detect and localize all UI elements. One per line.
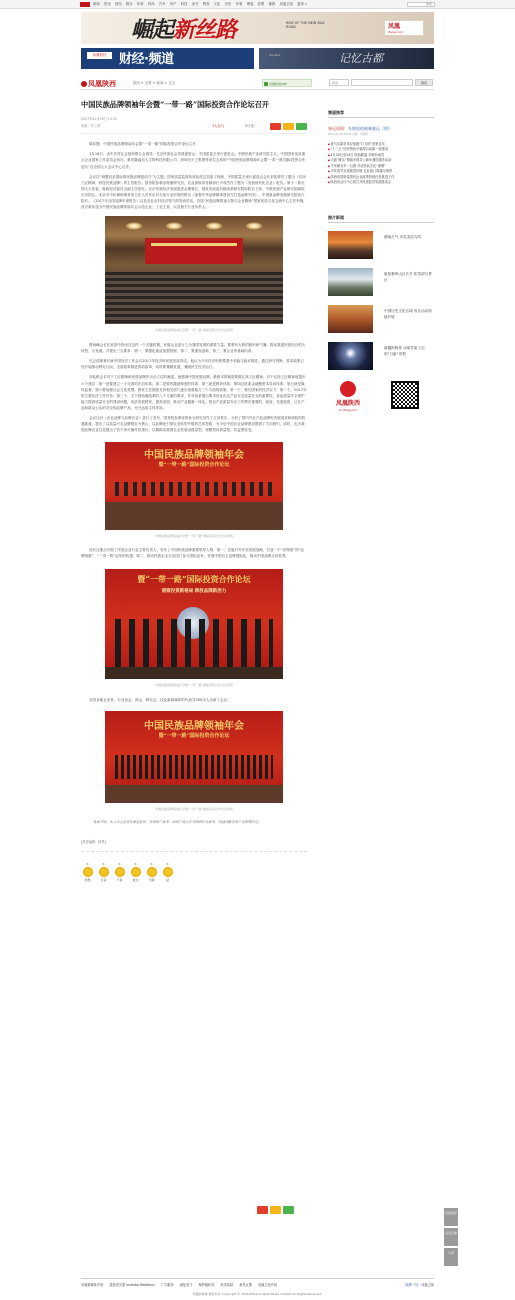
share-buttons-bottom bbox=[257, 1206, 294, 1214]
nav-news[interactable]: 新闻 bbox=[93, 1, 100, 6]
sidebar-brand-block bbox=[328, 379, 434, 419]
sidebar-link[interactable]: ■ 天涯“雁头”渭南市领导上新年餐饮服务活动 bbox=[328, 158, 434, 163]
channel-header bbox=[81, 78, 434, 90]
paragraph-6: 会议还对《农业品牌与品牌农业》进行了发布，国务院参事室的孙石研究员作了主旨报告，分析了国内外农产品品牌的发展现状和面临的机遇挑战，提出了以质量兴农品牌强农为核心，以品牌化引领农业转型升级的总体思路，为今后中国农业品牌建设提供了方向指引，同时，也为我国品牌农业打造提出了若干条可操作性建议，以期推动我国农业发展由数量型、规模型向质量型、效益型转变。 bbox=[81, 416, 306, 433]
qr-code-icon bbox=[391, 381, 419, 409]
photo-caption-4: 中国民族品牌领袖年会暨“一带一路”国际投资合作论坛现场 bbox=[154, 806, 234, 811]
disclaimer: 免责声明：本文为企业宣传商业资讯，仅供用户参考，如用户将之作为消费行为参考，凤凰网敬告用户需审慎决定。 bbox=[93, 820, 262, 825]
search-input[interactable] bbox=[351, 79, 413, 86]
feedback-button[interactable]: 意见反馈 bbox=[444, 1228, 458, 1246]
mood-voting bbox=[81, 862, 307, 883]
pic-news-item[interactable] bbox=[328, 342, 434, 370]
share-weibo-icon[interactable] bbox=[270, 123, 281, 130]
mood-cute-icon bbox=[99, 867, 109, 877]
sidebar bbox=[328, 110, 434, 419]
article-date: 2017年01月19日 13:35 bbox=[81, 117, 117, 122]
footer bbox=[81, 1278, 434, 1296]
ancient-capital-banner[interactable] bbox=[259, 48, 434, 69]
footer-link[interactable]: 免责条款 bbox=[220, 1283, 234, 1287]
sidebar-featured-link[interactable]: 奉运原情：车窗里的陕味春运（图） bbox=[328, 126, 392, 131]
photo3-floor bbox=[105, 667, 283, 679]
footer-right-links: 陕网一处 · 凤凰卫视 bbox=[405, 1283, 434, 1287]
paragraph-5: 刘兆彬会长对于工匠精神和民族品牌作出全方位的阐述。他强调中国民族品牌，最根本的就是要做弘扬工匠精神。对于弘扬工匠精神他提出六个建议：第一是要建立一个完善的法治体系；第二是要有激励制度的体系；第三就是教育体系；第四过度重金融聚资本导向体系；第五就是媒体监督，第六要加强社会文化氛围。国家主任鼓励支持相关部门逐步加强地方三个方面的政策。第一个，我们国家的经济实力；第二个，2017年的主要经济工作任务；第三个，关于供给侧改革的八个方面的要求，并对改革提出要求优化出农产品安全质量安全的重要性。食品质量安全保护能力提高质量安全的建设问题，优质发展国家，提高发展、推动产业健康一体化，把农产品质量安全工作摆在重要的，政府，先进政府，让在产品和群众公认的安全和品牌产品，充分运用主体作用。 bbox=[81, 375, 307, 411]
article-source[interactable]: 来源：华工网 bbox=[81, 124, 101, 129]
paragraph-4: 孔泾清理事长就中国经济工作会议2017年经济和民族发展讲话。他认为今年经济形势要着中求稳与稳妥推进，通过研究判断，需求政策已经开始推动利好区间，全面改革推进供给改革，同时要兼顾发展，兼顾民生经济运行。 bbox=[81, 359, 305, 370]
nav-buddhism[interactable]: 佛教 bbox=[268, 1, 276, 6]
mood-upset[interactable]: 0 不爽 bbox=[116, 862, 123, 883]
back-to-top-button[interactable]: 回到顶部 bbox=[444, 1208, 458, 1226]
sidebar-featured-time: 2017-01-19 01:23 来源：华商网 bbox=[328, 133, 368, 136]
footer-link[interactable]: 诚征英才 bbox=[179, 1283, 193, 1287]
editor-credit: [责任编辑：杨昊] bbox=[81, 840, 307, 852]
app-icon bbox=[264, 82, 268, 86]
ifeng-shaanxi-logo[interactable]: 凤凰陕西 bbox=[81, 79, 116, 90]
share-wechat-icon[interactable] bbox=[296, 123, 307, 130]
footer-link[interactable]: 凤凰新媒体介绍 bbox=[81, 1283, 104, 1287]
pic-news-caption: 渭南天气 冰雪冻住鸟鸣 bbox=[384, 235, 422, 240]
conference-photo-2 bbox=[105, 442, 283, 530]
footer-links bbox=[81, 1283, 434, 1288]
conference-photo-1 bbox=[105, 216, 283, 324]
finance-title: 财经·频道 bbox=[119, 52, 174, 67]
stage-banner bbox=[145, 238, 243, 264]
finance-channel-banner[interactable] bbox=[81, 48, 254, 69]
copyright: 凤凰新媒体 版权所有 Copyright © 2016 Phoenix New Media Limited All Rights Reserved. bbox=[192, 1291, 323, 1296]
sidebar-link[interactable]: ■ 青马名副各单位积极“打飞的”回家过年 bbox=[328, 142, 434, 147]
search-category-select[interactable]: 新闻 bbox=[329, 79, 349, 86]
sidebar-link[interactable]: ■ 陕西省会议中心将召开民营经济发展座谈会 bbox=[328, 180, 434, 185]
nav-blog[interactable]: 博客 bbox=[246, 1, 254, 6]
footer-link[interactable]: 凤凰卫视介绍 bbox=[257, 1283, 278, 1287]
footer-link[interactable]: 意见反馈 bbox=[239, 1283, 252, 1287]
share-qzone-icon[interactable] bbox=[283, 123, 294, 130]
chandelier bbox=[125, 222, 143, 230]
pic-news-image bbox=[328, 305, 373, 333]
photo4-title: 中国民族品牌领袖年会 bbox=[144, 720, 244, 732]
paragraph-8: 全国各地企业家、行业协会、商会、研究会、以及新闻媒体的代表共300余人出席了会议。 bbox=[89, 697, 231, 702]
photo2-floor bbox=[105, 502, 283, 530]
phoenix-icon bbox=[340, 381, 356, 397]
photo-caption-1: 中国民族品牌领袖年会暨“一带一路”国际投资合作论坛现场 bbox=[154, 328, 234, 333]
nav-edu[interactable]: 教育 bbox=[202, 1, 210, 6]
photo-caption-3: 中国民族品牌领袖年会暨“一带一路”国际投资合作论坛现场 bbox=[154, 683, 234, 688]
share-button[interactable]: 分享 bbox=[444, 1248, 458, 1266]
share-buttons-top bbox=[270, 123, 307, 130]
ancient-banner-tiny: Ancient bbox=[269, 53, 281, 57]
pic-news-caption: 中国历史文化名城 有名活动持续开展 bbox=[384, 309, 432, 319]
top-nav-inner bbox=[80, 0, 435, 9]
nav-phoenixtv[interactable]: 凤凰卫视 bbox=[279, 1, 294, 6]
chandelier bbox=[205, 222, 223, 230]
nav-tech[interactable]: 科技 bbox=[180, 1, 188, 6]
top-search-input[interactable] bbox=[407, 2, 435, 7]
conference-photo-4 bbox=[105, 711, 283, 803]
paragraph-2: 会议以“调整双录国标推民族品牌振动力”为主题，国家质量监督检验检疫总局原工程师、中国质量万里行促进会会长刘兆彬作了题为《弘扬工匠精神，科技民族品牌》的主旨报告。国务院参事室特邀研究员、农业部原常务副部长尹成杰作了题为《发展现代化农业》报告。第十一届全国人大常委、财政经济委员会副主任张旺，北京民族经济发展促进会理事长、国家发改委价格改革研究院原院长王育。中联民族产业研究院副院长冯国元、北京市中标律师事务所主任人员作出对当前行业形势的报告《加强中华品牌精神建设与打造品牌中国》、中国新品牌发展研究院执行院长。《2017年全国品牌年度报告》以及农业农村经济等方面发表讲话，首届“民族品牌领袖人物与企业精神”国家优质文化交流中心主任李刚，首次被评选为中国民族品牌领袖年会示范企业，工业主管，以及相关行业负责人。 bbox=[81, 174, 307, 210]
pic-news-image bbox=[328, 231, 373, 259]
participant-count[interactable]: 1人参与 bbox=[212, 124, 225, 129]
nav-finance[interactable]: 财经 bbox=[114, 1, 122, 6]
sidebar-heading-pics: 图片新闻 bbox=[328, 215, 434, 223]
sidebar-link[interactable]: ■ 今年春节全省蔬菜价格 农业部门将落实保供 bbox=[328, 169, 434, 174]
mood-cute[interactable]: 0 可爱 bbox=[100, 862, 107, 883]
sidebar-link-list bbox=[328, 142, 434, 186]
audience-rows bbox=[105, 272, 283, 324]
share-weibo-icon[interactable] bbox=[257, 1206, 268, 1214]
news-app-promo[interactable]: 凤凰新闻APP bbox=[262, 79, 312, 87]
mood-upset-icon bbox=[115, 867, 125, 877]
breadcrumb[interactable]: 陕西 > 全景 > 新闻 > 正文 bbox=[133, 81, 176, 85]
pic-news-image bbox=[328, 268, 373, 296]
sidebar-heading-recommend: 频道推荐 bbox=[328, 110, 434, 118]
mood-awkward[interactable]: 0 囧 bbox=[161, 862, 174, 883]
footer-link[interactable]: 广告服务 bbox=[160, 1283, 174, 1287]
ancient-banner-title: 记忆古都 bbox=[339, 52, 383, 65]
footer-right-link[interactable]: 凤凰卫视 bbox=[421, 1283, 434, 1287]
conference-photo-3 bbox=[105, 569, 283, 679]
photo3-people bbox=[115, 619, 273, 669]
ifeng-logo-small[interactable] bbox=[80, 2, 90, 7]
nav-ent[interactable]: 娱乐 bbox=[125, 1, 133, 6]
photo4-floor bbox=[105, 785, 283, 803]
nav-fashion[interactable]: 时尚 bbox=[147, 1, 155, 6]
mood-cool[interactable]: 0 很酷 bbox=[84, 862, 91, 883]
photo4-people bbox=[115, 755, 273, 779]
photo2-subtitle: 暨“一带一路”国际投资合作论坛 bbox=[158, 461, 230, 468]
pic-news-item[interactable] bbox=[328, 305, 434, 333]
mood-bored-icon bbox=[147, 867, 157, 877]
article-meta-row bbox=[81, 123, 307, 134]
photo-caption-2: 中国民族品牌领袖年会暨“一带一路”国际投资合作论坛现场 bbox=[154, 533, 234, 538]
share-wechat-icon[interactable] bbox=[283, 1206, 294, 1214]
nav-military[interactable]: 军事 bbox=[235, 1, 243, 6]
picture-news bbox=[328, 231, 434, 370]
mood-bored[interactable]: 0 无聊 bbox=[148, 862, 155, 883]
banner-headline: 崛起新丝路 bbox=[131, 17, 237, 43]
banner-brand-site: ifeng.com bbox=[388, 30, 403, 34]
phoenix-icon bbox=[81, 81, 87, 87]
paragraph-3: 贾海峰会长在致辞中指出在这样一个关键时期，民族企业更行之为我国发展的重要力量。要要有大胆的胆识和气魄，推动我国民族经济的大转型、大发展。并提出三点要求：第一，要强化素质加强管理；第二，要重视创新；第三，要企业家基础培育。 bbox=[81, 342, 306, 354]
sidebar-link[interactable]: ■ 陕西省国资委国有企业改革阶段任务推进工作 bbox=[328, 175, 434, 180]
footer-link[interactable]: 保护隐私权 bbox=[198, 1283, 215, 1287]
nav-sports[interactable]: 体育 bbox=[136, 1, 144, 6]
search-button[interactable]: 搜索 bbox=[415, 79, 433, 86]
nav-more[interactable]: 更多 » bbox=[297, 1, 308, 6]
nav-house[interactable]: 房产 bbox=[169, 1, 177, 6]
pic-news-caption: 航拍秦岭山区长冬 积雪部分景区 bbox=[384, 272, 432, 282]
top-nav bbox=[0, 0, 515, 9]
mood-awkward-icon bbox=[163, 867, 173, 877]
photo4-subtitle: 暨“一带一路”国际投资合作论坛 bbox=[158, 732, 230, 739]
article bbox=[81, 100, 307, 883]
footer-right-link[interactable]: 陕网一处 bbox=[405, 1283, 419, 1287]
nav-auto[interactable]: 汽车 bbox=[158, 1, 166, 6]
top-search-label[interactable]: 搜索 bbox=[425, 2, 432, 6]
finance-logo: 凤凰财经 bbox=[87, 52, 112, 59]
paragraph-7: 论坛还重点开展了民族企业行业主要负责人，发布了中国民族品牌重要领导人物，第一，实施对外开放发展战略，打造一个“世界级”的“品牌指数”，“一带一路”沿线的机遇；第二，推动民族企业走出国门参与国际竞争，发展中国自主品牌国际化，推动中国品牌走向世界。 bbox=[81, 548, 305, 559]
sidebar-link[interactable]: ■ 1月20日至24日 陕西降温 多地有雨雪 bbox=[328, 153, 434, 158]
chandelier bbox=[165, 222, 183, 230]
footer-link[interactable]: 投资者关系 Investor Relations bbox=[109, 1283, 155, 1287]
nav-lottery[interactable]: 彩票 bbox=[257, 1, 265, 6]
nav-info[interactable]: 资讯 bbox=[103, 1, 111, 6]
mood-sad[interactable]: 0 难过 bbox=[132, 862, 139, 883]
photo2-title: 中国民族品牌领袖年会 bbox=[144, 449, 244, 461]
silk-road-banner[interactable] bbox=[81, 12, 434, 44]
comment-count[interactable]: 0评论 bbox=[245, 124, 254, 129]
article-lead: 原标题：中国民族品牌领袖年会暨“一带一路”国际投资合作论坛召开 bbox=[89, 142, 196, 147]
brand-site: sn.ifeng.com bbox=[338, 408, 357, 413]
ifeng-shaanxi-brand[interactable] bbox=[328, 379, 368, 417]
pic-news-item[interactable] bbox=[328, 268, 434, 296]
photo3-title: 暨“一带一路”国际投资合作论坛 bbox=[137, 574, 251, 585]
chandelier bbox=[245, 222, 263, 230]
sidebar-link[interactable]: ■ “十三五”西安特色小镇将启动新一轮建设 bbox=[328, 147, 434, 152]
pic-news-item[interactable] bbox=[328, 231, 434, 259]
article-body bbox=[81, 141, 307, 883]
mood-cool-icon bbox=[83, 867, 93, 877]
nav-history[interactable]: 历史 bbox=[224, 1, 232, 6]
mood-sad-icon bbox=[131, 867, 141, 877]
pic-news-image bbox=[328, 342, 373, 370]
brand-name: 凤凰陕西 bbox=[335, 400, 360, 408]
pic-news-caption: 新疆阿勒泰 冰原雪原上空 现“日暈”奇观 bbox=[384, 346, 425, 356]
banner-subtitle: RISE OF THE NEW SILK ROAD bbox=[286, 21, 325, 30]
article-title: 中国民族品牌领袖年会暨“一带一路”国际投资合作论坛召开 bbox=[81, 100, 269, 109]
photo2-people bbox=[115, 482, 273, 496]
nav-book[interactable]: 读书 bbox=[191, 1, 199, 6]
banner-brand-name: 凤凰 bbox=[388, 23, 401, 30]
paragraph-1: 1月18日，由中共村社会组织联合会指导，北京民族社会发展促进会、中国质量万里行促进会、中联民族产业研究院主办，中国国家优质重点企业国家工作委员会协办，重庆隆福信人生物科技有限公司、深圳市天王集团等单位支持的“中国民族品牌领袖年会暨‘一带一路’国际投资合作论坛”在全国人大会议中心召开。 bbox=[81, 152, 306, 169]
sidebar-link[interactable]: ■ 千年雁为乡一日游 开启民间文化“寒假” bbox=[328, 164, 434, 169]
nav-culture[interactable]: 文化 bbox=[213, 1, 221, 6]
share-qzone-icon[interactable] bbox=[270, 1206, 281, 1214]
photo3-slogan: 洞察投资新格局 释放品牌新活力 bbox=[161, 589, 227, 595]
banner-brand bbox=[384, 20, 424, 36]
